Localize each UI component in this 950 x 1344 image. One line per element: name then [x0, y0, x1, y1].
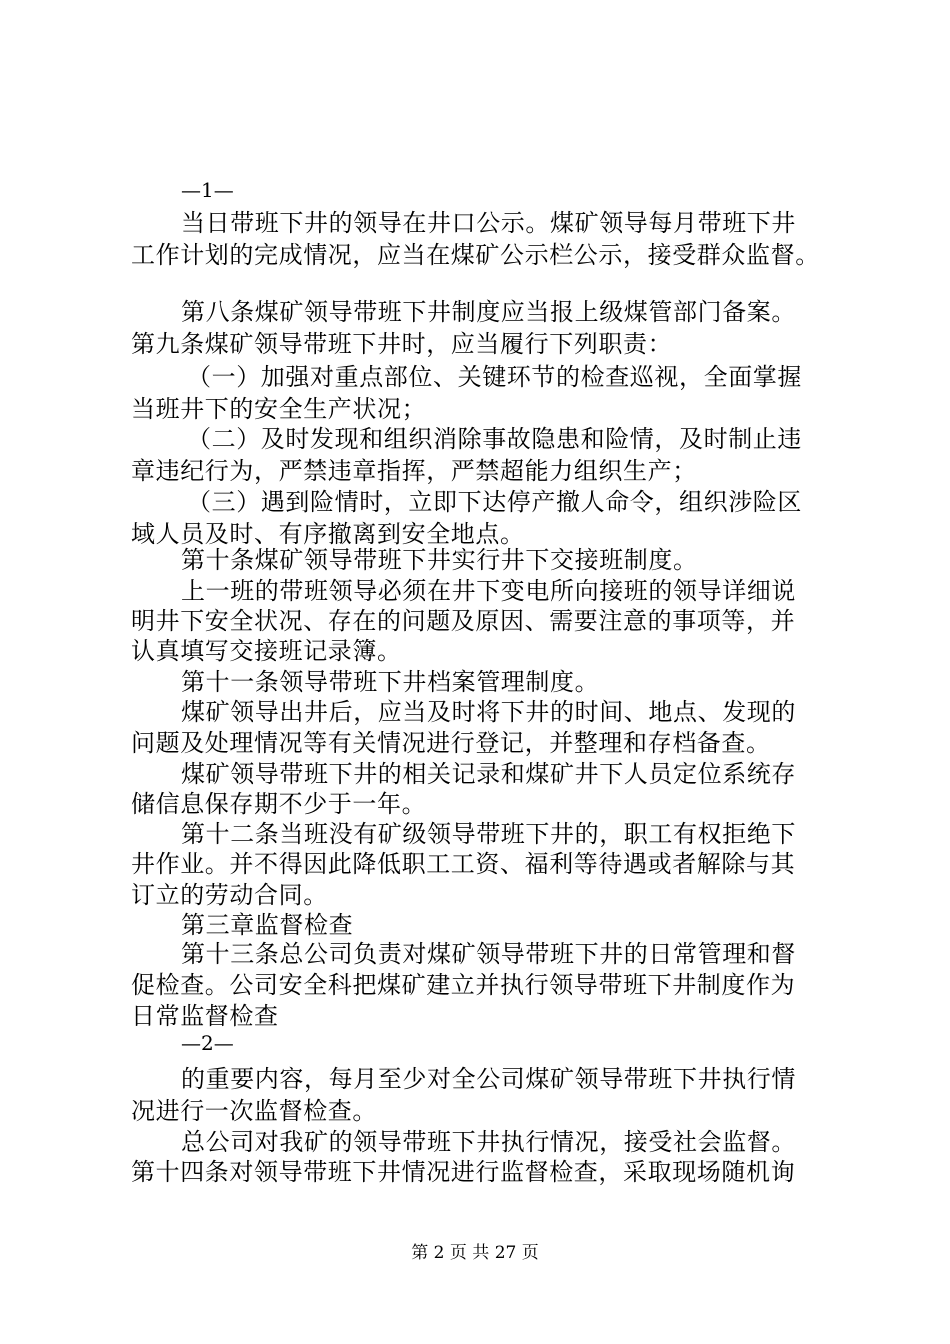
text-line: 当日带班下井的领导在井口公示。煤矿领导每月带班下井 — [181, 209, 796, 237]
text-line: 促检查。公司安全科把煤矿建立并执行领导带班下井制度作为 — [131, 971, 796, 999]
section-heading: 第三章监督检查 — [181, 911, 354, 939]
text-line: 工作计划的完成情况，应当在煤矿公示栏公示，接受群众监督。 — [131, 241, 820, 269]
text-line: 的重要内容，每月至少对全公司煤矿领导带班下井执行情 — [181, 1065, 796, 1093]
text-line: （二）及时发现和组织消除事故隐患和险情，及时制止违 — [187, 425, 802, 453]
text-line: 第十条煤矿领导带班下井实行井下交接班制度。 — [181, 546, 698, 574]
text-line: 煤矿领导带班下井的相关记录和煤矿井下人员定位系统存 — [181, 760, 796, 788]
text-line: 章违纪行为，严禁违章指挥，严禁超能力组织生产； — [131, 457, 697, 485]
page-footer: 第 2 页 共 27 页 — [411, 1243, 539, 1263]
text-line: 第十一条领导带班下井档案管理制度。 — [181, 668, 600, 696]
page-marker-2: —2— — [181, 1031, 234, 1055]
page-marker-1: —1— — [181, 178, 234, 202]
text-line: 第八条煤矿领导带班下井制度应当报上级煤管部门备案。 — [181, 298, 796, 326]
text-line: 第十四条对领导带班下井情况进行监督检查，采取现场随机询 — [131, 1158, 796, 1186]
text-line: 储信息保存期不少于一年。 — [131, 790, 427, 818]
text-line: 第十三条总公司负责对煤矿领导带班下井的日常管理和督 — [181, 940, 796, 968]
text-line: 日常监督检查 — [131, 1002, 279, 1030]
text-line: （三）遇到险情时，立即下达停产撤人命令，组织涉险区 — [187, 488, 802, 516]
text-line: 问题及处理情况等有关情况进行登记，并整理和存档备查。 — [131, 729, 771, 757]
text-line: 上一班的带班领导必须在井下变电所向接班的领导详细说 — [181, 577, 796, 605]
text-line: 第十二条当班没有矿级领导带班下井的，职工有权拒绝下 — [181, 820, 796, 848]
text-line: （一）加强对重点部位、关键环节的检查巡视，全面掌握 — [187, 363, 802, 391]
text-line: 订立的劳动合同。 — [131, 881, 328, 909]
text-line: 认真填写交接班记录簿。 — [131, 637, 402, 665]
text-line: 况进行一次监督检查。 — [131, 1097, 377, 1125]
text-line: 总公司对我矿的领导带班下井执行情况，接受社会监督。 — [181, 1128, 796, 1156]
text-line: 第九条煤矿领导带班下井时，应当履行下列职责： — [131, 330, 673, 358]
text-line: 当班井下的安全生产状况； — [131, 395, 427, 423]
text-line: 煤矿领导出井后，应当及时将下井的时间、地点、发现的 — [181, 698, 796, 726]
text-line: 井作业。并不得因此降低职工工资、福利等待遇或者解除与其 — [131, 850, 796, 878]
text-line: 域人员及时、有序撤离到安全地点。 — [131, 520, 525, 548]
text-line: 明井下安全状况、存在的问题及原因、需要注意的事项等，并 — [131, 607, 796, 635]
